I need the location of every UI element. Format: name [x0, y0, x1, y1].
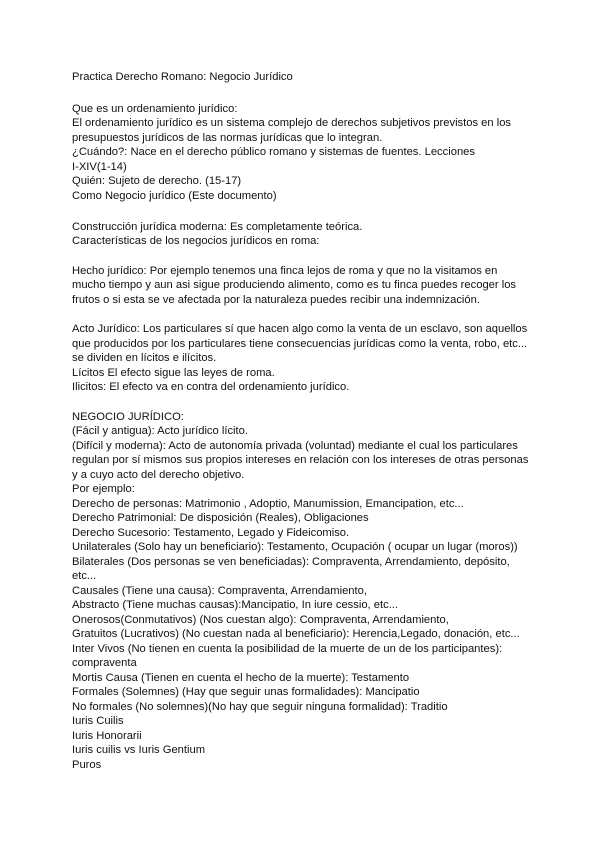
text-line: ¿Cuándo?: Nace en el derecho público romano y sistemas de fuentes. Lecciones [72, 146, 475, 158]
text-line: Puros [72, 759, 102, 771]
text-line: Causales (Tiene una causa): Compraventa, Arrendamiento, [72, 585, 367, 597]
document-title: Practica Derecho Romano: Negocio Jurídico [72, 71, 293, 83]
text-line: Iuris cuilis vs Iuris Gentium [72, 744, 206, 756]
text-line: Bilaterales (Dos personas se ven beneficiadas): Compraventa, Arrendamiento, depósito, [72, 556, 510, 568]
text-line: El ordenamiento jurídico es un sistema complejo de derechos subjetivos previstos en los [72, 117, 512, 129]
text-line: Derecho Patrimonial: De disposición (Reales), Obligaciones [72, 512, 369, 524]
text-line: Abstracto (Tiene muchas causas):Mancipatio, In iure cessio, etc... [72, 599, 399, 611]
text-line: (Difícil y moderna): Acto de autonomía privada (voluntad) mediante el cual los particulares [72, 440, 518, 452]
text-line: Iuris Cuilis [72, 715, 124, 727]
text-line: Ilicitos: El efecto va en contra del ordenamiento jurídico. [72, 381, 350, 393]
text-line: Derecho de personas: Matrimonio , Adoptio, Manumission, Emancipation, etc... [72, 498, 464, 510]
text-line: Mortis Causa (Tienen en cuenta el hecho de la muerte): Testamento [72, 672, 410, 684]
text-line: Que es un ordenamiento jurídico: [72, 103, 238, 115]
text-line: (Fácil y antigua): Acto jurídico lícito. [72, 425, 248, 437]
text-line: No formales (No solemnes)(No hay que seguir ninguna formalidad): Traditio [72, 701, 448, 713]
text-line: Hecho jurídico: Por ejemplo tenemos una finca lejos de roma y que no la visitamos en [72, 265, 498, 277]
text-line: y a cuyo acto del derecho objetivo. [72, 469, 245, 481]
text-line: Derecho Sucesorio: Testamento, Legado y Fideicomiso. [72, 527, 350, 539]
text-line: Construcción jurídica moderna: Es completamente teórica. [72, 221, 363, 233]
text-line: presupuestos jurídicos de las normas jurídicas que lo integran. [72, 132, 383, 144]
text-line: Onerosos(Conmutativos) (Nos cuestan algo): Compraventa, Arrendamiento, [72, 614, 449, 626]
text-line: I-XIV(1-14) [72, 161, 127, 173]
text-line: Acto Jurídico: Los particulares sí que hacen algo como la venta de un esclavo, son aquellos [72, 323, 528, 335]
text-line: Como Negocio jurídico (Este documento) [72, 190, 277, 202]
text-line: etc... [72, 570, 97, 582]
text-line: Características de los negocios jurídicos en roma: [72, 235, 320, 247]
text-line: Unilaterales (Solo hay un beneficiario): Testamento, Ocupación ( ocupar un lugar (moros)) [72, 541, 518, 553]
text-line: regulan por sí mismos sus propios intereses en relación con los intereses de otras personas [72, 454, 529, 466]
text-line: compraventa [72, 657, 137, 669]
text-line: frutos o si esta se ve afectada por la naturaleza puedes recibir una indemnización. [72, 294, 480, 306]
text-line: Formales (Solemnes) (Hay que seguir unas formalidades): Mancipatio [72, 686, 420, 698]
text-line: Gratuitos (Lucrativos) (No cuestan nada al beneficiario): Herencia,Legado, donación, etc... [72, 628, 520, 640]
text-line: mucho tiempo y aun asi sigue produciendo alimento, como es tu finca puedes recoger los [72, 279, 517, 291]
section-heading: NEGOCIO JURÍDICO: [72, 411, 184, 423]
text-line: Quién: Sujeto de derecho. (15-17) [72, 175, 242, 187]
text-line: que producidos por los particulares tiene consecuencias jurídicas como la venta, robo, etc... [72, 338, 528, 350]
text-line: Iuris Honorarii [72, 730, 142, 742]
text-line: Lícitos El efecto sigue las leyes de roma. [72, 367, 275, 379]
text-line: Inter Vivos (No tienen en cuenta la posibilidad de la muerte de un de los participantes): [72, 643, 503, 655]
text-line: Por ejemplo: [72, 483, 135, 495]
text-line: se dividen en lícitos e ilícitos. [72, 352, 217, 364]
